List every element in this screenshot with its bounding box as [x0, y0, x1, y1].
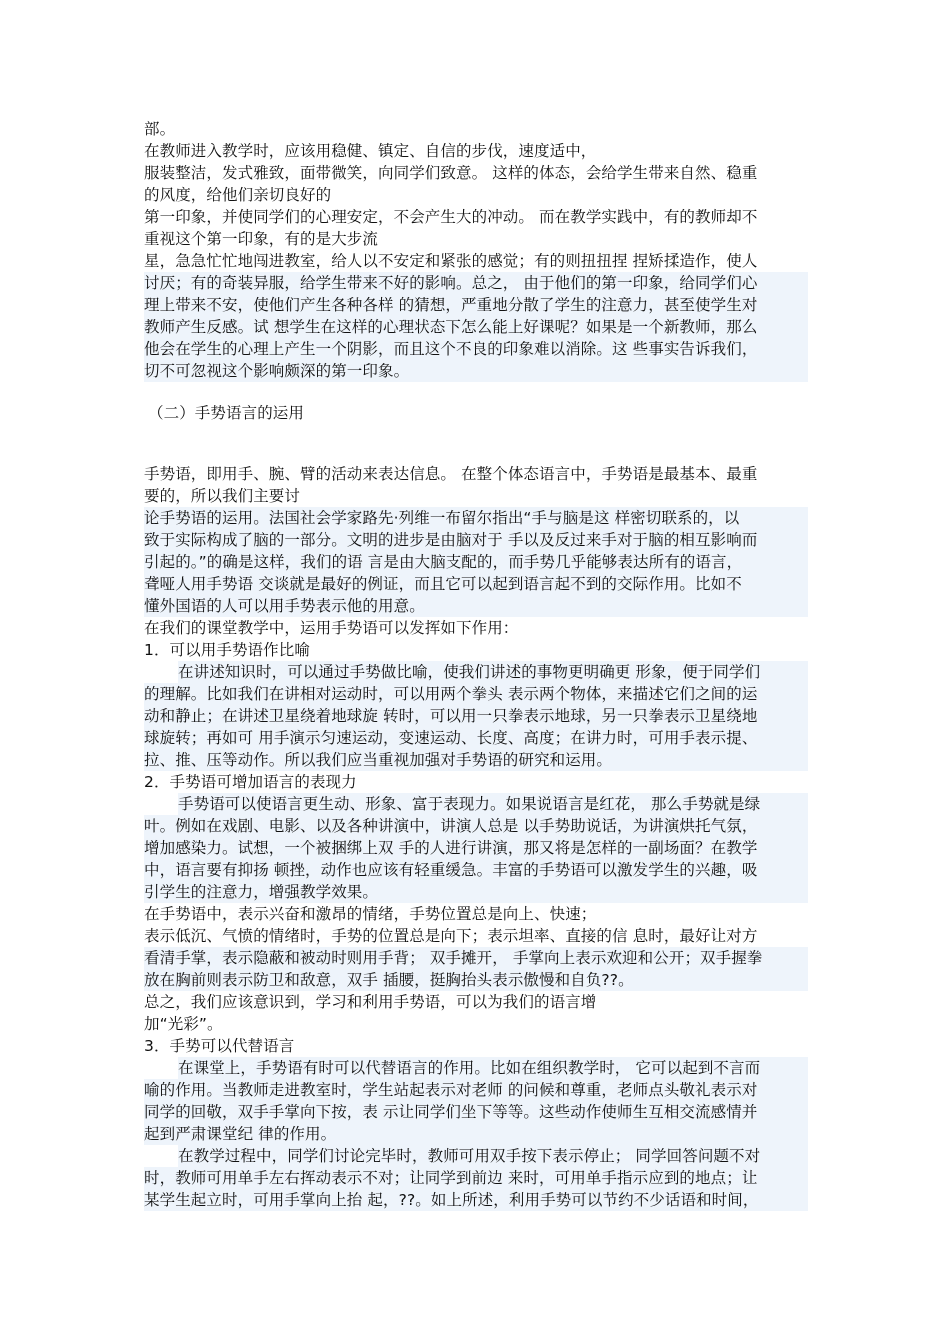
text-line: 服装整洁，发式雅致，面带微笑，向同学们致意。 这样的体态，会给学生带来自然、稳重	[144, 164, 758, 182]
text-line: 教师产生反感。试 想学生在这样的心理状态下怎么能上好课呢？如果是一个新教师，那么	[144, 316, 808, 338]
text-line: 在讲述知识时，可以通过手势做比喻，使我们讲述的事物更明确更 形象，便于同学们	[178, 661, 808, 683]
text-line: 讨厌；有的奇装异服，给学生带来不好的影响。总之， 由于他们的第一印象，给同学们心	[144, 272, 808, 294]
text-line: 的风度，给他们亲切良好的	[144, 186, 332, 204]
text-line: 论手势语的运用。法国社会学家路先·列维一布留尔指出“手与脑是这 样密切联系的，以	[144, 507, 808, 529]
text-line: 同学的回敬，双手手掌向下按，表 示让同学们坐下等等。这些动作使师生互相交流感情并	[144, 1101, 808, 1123]
text-line: 2．手势语可增加语言的表现力	[144, 773, 357, 791]
text-line: 表示低沉、气愤的情绪时，手势的位置总是向下；表示坦率、直接的信 息时，最好让对方	[144, 927, 758, 945]
text-line: 他会在学生的心理上产生一个阴影，而且这个不良的印象难以消除。这 些事实告诉我们，	[144, 338, 808, 360]
text-line: （二）手势语言的运用	[148, 404, 305, 422]
text-line: 某学生起立时，可用手掌向上抬 起，??。如上所述，利用手势可以节约不少话语和时间，	[144, 1189, 808, 1211]
text-line: 理上带来不安，使他们产生各种各样 的猜想，严重地分散了学生的注意力，甚至使学生对	[144, 294, 808, 316]
text-line: 致于实际构成了脑的一部分。文明的进步是由脑对于 手以及反过来手对于脑的相互影响而	[144, 529, 808, 551]
text-line: 加“光彩”。	[144, 1015, 223, 1033]
text-line: 3．手势可以代替语言	[144, 1037, 295, 1055]
text-line: 手势语可以使语言更生动、形象、富于表现力。如果说语言是红花， 那么手势就是绿	[178, 793, 808, 815]
text-line: 在手势语中，表示兴奋和激昂的情绪，手势位置总是向上、快速；	[144, 905, 597, 923]
text-line: 第一印象，并使同学们的心理安定，不会产生大的冲动。 而在教学实践中，有的教师却不	[144, 208, 758, 226]
text-line: 在课堂上，手势语有时可以代替语言的作用。比如在组织教学时， 它可以起到不言而	[178, 1057, 808, 1079]
text-line: 拉、推、压等动作。所以我们应当重视加强对手势语的研究和运用。	[144, 749, 808, 771]
text-line: 起到严肃课堂纪 律的作用。	[144, 1123, 808, 1145]
text-line: 在我们的课堂教学中，运用手势语可以发挥如下作用：	[144, 619, 519, 637]
text-line: 喻的作用。当教师走进教室时，学生站起表示对老师 的问候和尊重，老师点头敬礼表示对	[144, 1079, 808, 1101]
text-line: 重视这个第一印象，有的是大步流	[144, 230, 379, 248]
text-line: 放在胸前则表示防卫和敌意，双手 插腰，挺胸抬头表示傲慢和自负??。	[144, 969, 808, 991]
text-line: 增加感染力。试想，一个被捆绑上双 手的人进行讲演，那又将是怎样的一副场面？在教学	[144, 837, 808, 859]
text-line: 手势语，即用手、腕、臂的活动来表达信息。 在整个体态语言中，手势语是最基本、最重	[144, 465, 758, 483]
text-line: 懂外国语的人可以用手势表示他的用意。	[144, 595, 808, 617]
text-line: 引起的。”的确是这样，我们的语 言是由大脑支配的，而手势几乎能够表达所有的语言，	[144, 551, 808, 573]
text-line: 球旋转；再如可 用手演示匀速运动，变速运动、长度、高度；在讲力时，可用手表示提、	[144, 727, 808, 749]
text-line: 1．可以用手势语作比喻	[144, 641, 310, 659]
text-line: 动和静止；在讲述卫星绕着地球旋 转时，可以用一只拳表示地球，另一只拳表示卫星绕地	[144, 705, 808, 727]
text-line: 在教师进入教学时，应该用稳健、镇定、自信的步伐，速度适中，	[144, 142, 597, 160]
text-line: 总之，我们应该意识到，学习和利用手势语，可以为我们的语言增	[144, 993, 597, 1011]
text-line: 在教学过程中，同学们讨论完毕时，教师可用双手按下表示停止； 同学回答问题不对	[178, 1145, 808, 1167]
text-line: 切不可忽视这个影响颇深的第一印象。	[144, 360, 808, 382]
text-line: 叶。例如在戏剧、电影、以及各种讲演中，讲演人总是 以手势助说话，为讲演烘托气氛，	[144, 815, 808, 837]
text-line: 看清手掌，表示隐蔽和被动时则用手背； 双手摊开， 手掌向上表示欢迎和公开；双手握拳	[144, 947, 808, 969]
text-line: 部。	[144, 120, 176, 138]
text-line: 的理解。比如我们在讲相对运动时，可以用两个拳头 表示两个物体，来描述它们之间的运	[144, 683, 808, 705]
text-line: 要的，所以我们主要讨	[144, 487, 301, 505]
text-line: 时，教师可用单手左右挥动表示不对；让同学到前边 来时，可用单手指示应到的地点；让	[144, 1167, 808, 1189]
text-line: 中，语言要有抑扬 顿挫，动作也应该有轻重缓急。丰富的手势语可以激发学生的兴趣，吸	[144, 859, 808, 881]
text-line: 聋哑人用手势语 交谈就是最好的例证，而且它可以起到语言起不到的交际作用。比如不	[144, 573, 808, 595]
text-line: 星，急急忙忙地闯进教室，给人以不安定和紧张的感觉；有的则扭扭捏 捏矫揉造作，使人	[144, 252, 758, 270]
text-line: 引学生的注意力，增强教学效果。	[144, 881, 808, 903]
